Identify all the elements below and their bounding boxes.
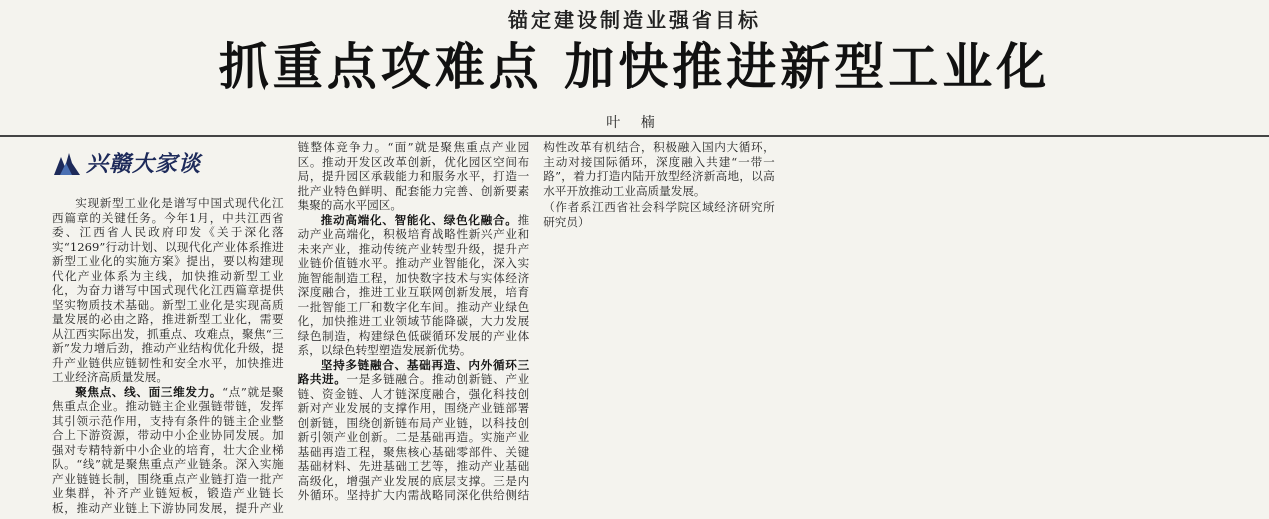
paragraph (298, 213, 530, 358)
article-kicker: 锚定建设制造业强省目标 (508, 8, 761, 32)
paragraph (52, 196, 284, 385)
article-byline: 叶 楠 (606, 115, 663, 131)
author-note: （作者系江西省社会科学院区域经济研究所研究员） (543, 200, 775, 229)
article-headline: 抓重点攻难点 加快推进新型工业化 (218, 38, 1051, 96)
paragraph-lead: 聚焦点、线、面三维发力。 (75, 384, 223, 399)
paragraph-text: 实现新型工业化是谱写中国式现代化江西篇章的关键任务。今年1月，中共江西省委、江西省人民政府印发《关于深化落实“1269”行动计划、以现代化产业体系推进新型工业化的实施方案》提出，要以构建现代化产业体系为主线，加快推动新型工业化，为奋力谱写中国式现代化江西篇章提供坚实物质技术基础。新型工业化是实现高质量发展的必由之路，推进新型工业化，需要从江西实际出发，抓重点、攻难点，聚焦“三新”发力增后劲，推动产业结构优化升级，提升产业链供应链韧性和安全水平，加快推进工业经济高质量发展。 (52, 196, 284, 384)
paragraph-text: 一是多链融合。推动创新链、产业链、资金链、人才链深度融合，强化科技创新对产业发展的支撑作用，围绕产业链部署创新链，围绕创新链布局产业链，以科技创新引领产业创新。二是基础再造。实施产业基础再造工程，聚焦核心基础零部件、关键基础材料、先进基础工艺等，推动产业基础高级化，增强产业发展的底层支撑。三是内外循环。坚持扩大内需战略同深化供给侧结构性改革有机结合，积极融入国内大循环，主动对接国际循环，深度融入共建“一带一路”，着力打造内陆开放型经济新高地，以高水平开放推动工业高质量发展。 (297, 140, 775, 502)
column-logo-text: 兴赣大家谈 (86, 150, 202, 177)
paragraph-lead: 推动高端化、智能化、绿色化融合。 (320, 212, 518, 227)
paragraph-lead: 坚持多链融合、基础再造、内外循环三路共进。 (297, 357, 530, 386)
article-body (52, 140, 1266, 516)
header-rule (0, 135, 1269, 137)
xinggan-logo-icon (52, 149, 82, 179)
column-logo (52, 144, 284, 184)
paragraph-text: “点”就是聚焦重点企业。推动链主企业强链带链，发挥其引领示范作用，支持有条件的链主企业整合上下游资源，带动中小企业协同发展。加强对专精特新中小企业的培育，壮大企业梯队。“线”就是聚焦重点产业链条。深入实施产业链链长制，围绕重点产业链打造一批产业集群，补齐产业链短板，锻造产业链长板，推动产业链上下游协同发展，提升产业链整体竞争力。“面”就是聚焦重点产业园区。推动开发区改革创新，优化园区空间布局，提升园区承载能力和服务水平，打造一批产业特色鲜明、配套能力完善、创新要素集聚的高水平园区。 (52, 140, 530, 515)
paragraph-text: 推动产业高端化，积极培育战略性新兴产业和未来产业，推动传统产业转型升级，提升产业链价值链水平。推动产业智能化，深入实施智能制造工程，加快数字技术与实体经济深度融合，推进工业互联网创新发展，培育一批智能工厂和数字化车间。推动产业绿色化，加快推进工业领域节能降碳，大力发展绿色制造，构建绿色低碳循环发展的产业体系，以绿色转型塑造发展新优势。 (297, 212, 530, 357)
